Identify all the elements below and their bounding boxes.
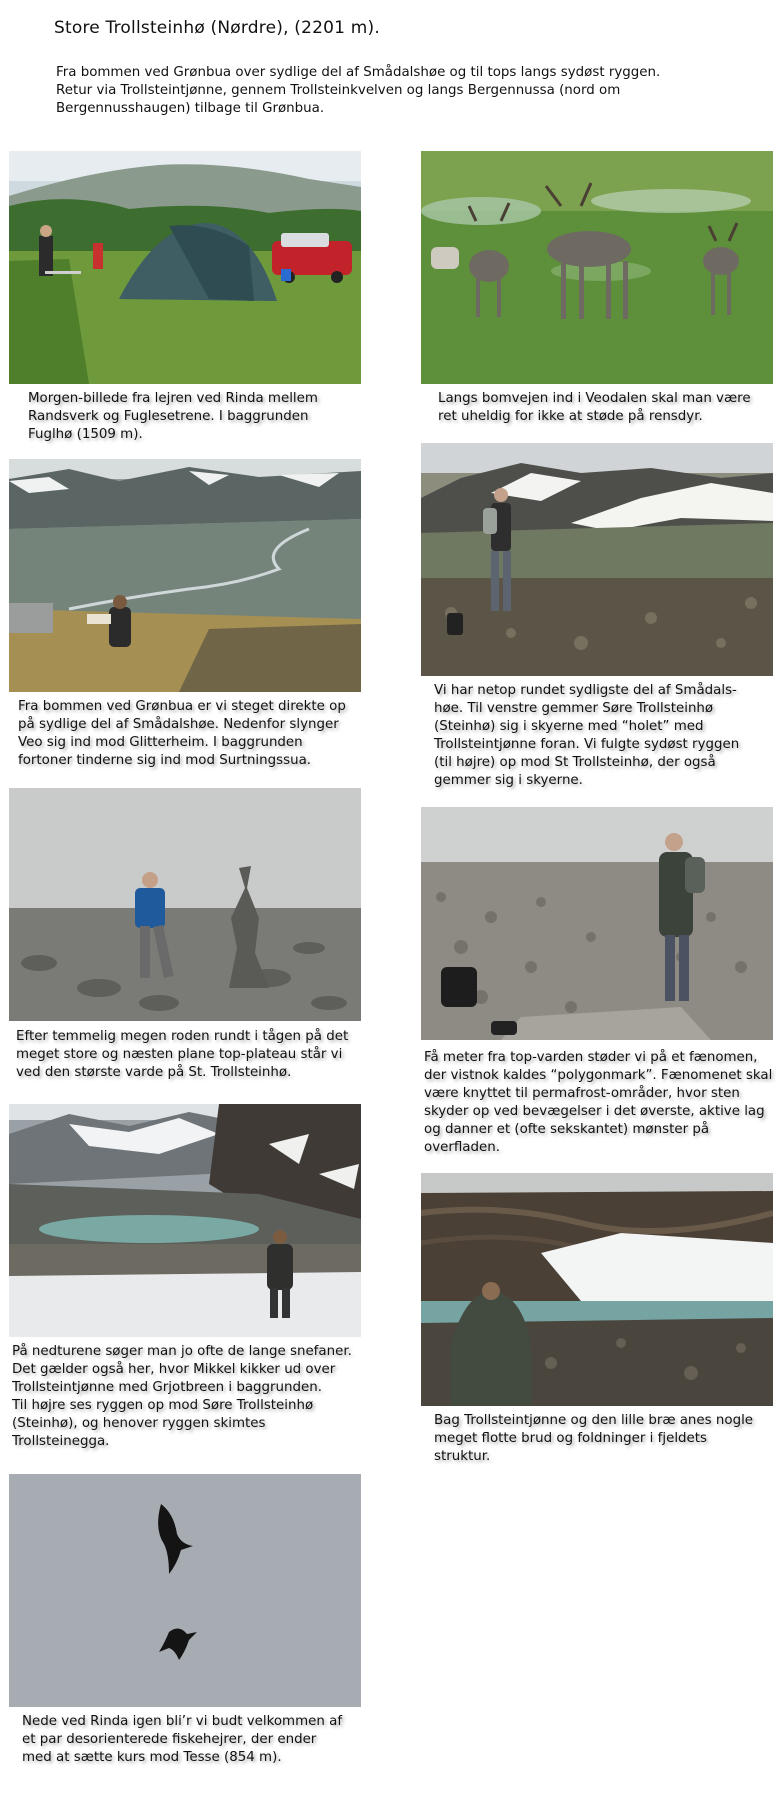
caption-snowfield-lake: På nedturene søger man jo ofte de lange snefaner. Det gælder også her, hvor Mikkel kikker ud over Trollsteintjønne med Grjotbreen i baggrunden. Til højre ses ryggen op mod Søre Trollsteinhø (Steinhø), og henover ryggen skimtes Trollsteinegga. <box>12 1344 352 1449</box>
photo-hiker-ridge <box>421 443 773 676</box>
photo-herons <box>9 1474 361 1707</box>
caption-valley: Fra bommen ved Grønbua er vi steget direkte op på sydlige del af Smådalshøe. Nedenfor slynger Veo sig ind mod Glitterheim. I baggrunden fortoner tinderne sig ind mod Surtningssua. <box>18 699 346 768</box>
caption-hiker-ridge: Vi har netop rundet sydligste del af Smådals- høe. Til venstre gemmer Søre Trollsteinhø (Steinhø) sig i skyerne med “holet” med Trollsteintjønne foran. Vi fulgte sydøst ryggen (til højre) op mod St Trollsteinhø, der også gemmer sig i skyerne. <box>434 683 740 788</box>
caption-herons: Nede ved Rinda igen bli’r vi budt velkommen af et par desorienterede fiskehejrer, der ender med at sætte kurs mod Tesse (854 m). <box>22 1714 343 1765</box>
photo-polygon-ground <box>421 807 773 1040</box>
photo-summit-cairn <box>9 788 361 1021</box>
caption-polygon-ground: Få meter fra top-varden støder vi på et fænomen, der vistnok kaldes “polygonmark”. Fænomenet skal være knyttet til permafrost-områder, hvor sten skyder op ved bevægelser i det øverste, aktive lag og danner et (ofte sekskantet) mønster på overfladen. <box>424 1050 773 1155</box>
photo-glacier-folds <box>421 1173 773 1406</box>
photo-valley <box>9 459 361 692</box>
photo-reindeer <box>421 151 773 384</box>
photo-camp <box>9 151 361 384</box>
page-title: Store Trollsteinhø (Nørdre), (2201 m). <box>54 18 380 38</box>
caption-reindeer: Langs bomvejen ind i Veodalen skal man være ret uheldig for ikke at støde på rensdyr. <box>438 391 751 424</box>
caption-summit-cairn: Efter temmelig megen roden rundt i tågen på det meget store og næsten plane top-plateau står vi ved den største varde på St. Trollsteinhø. <box>16 1029 349 1080</box>
caption-camp: Morgen-billede fra lejren ved Rinda mellem Randsverk og Fuglesetrene. I baggrunden Fuglhø (1509 m). <box>28 391 318 442</box>
caption-glacier-folds: Bag Trollsteintjønne og den lille bræ anes nogle meget flotte brud og foldninger i fjeldets struktur. <box>434 1413 754 1464</box>
intro-text: Fra bommen ved Grønbua over sydlige del af Smådalshøe og til tops langs sydøst ryggen. Retur via Trollsteintjønne, gennem Trollsteinkvelven og langs Bergennussa (nord om Bergennusshaugen) tilbage til Grønbua. <box>56 65 661 116</box>
photo-snowfield-lake <box>9 1104 361 1337</box>
